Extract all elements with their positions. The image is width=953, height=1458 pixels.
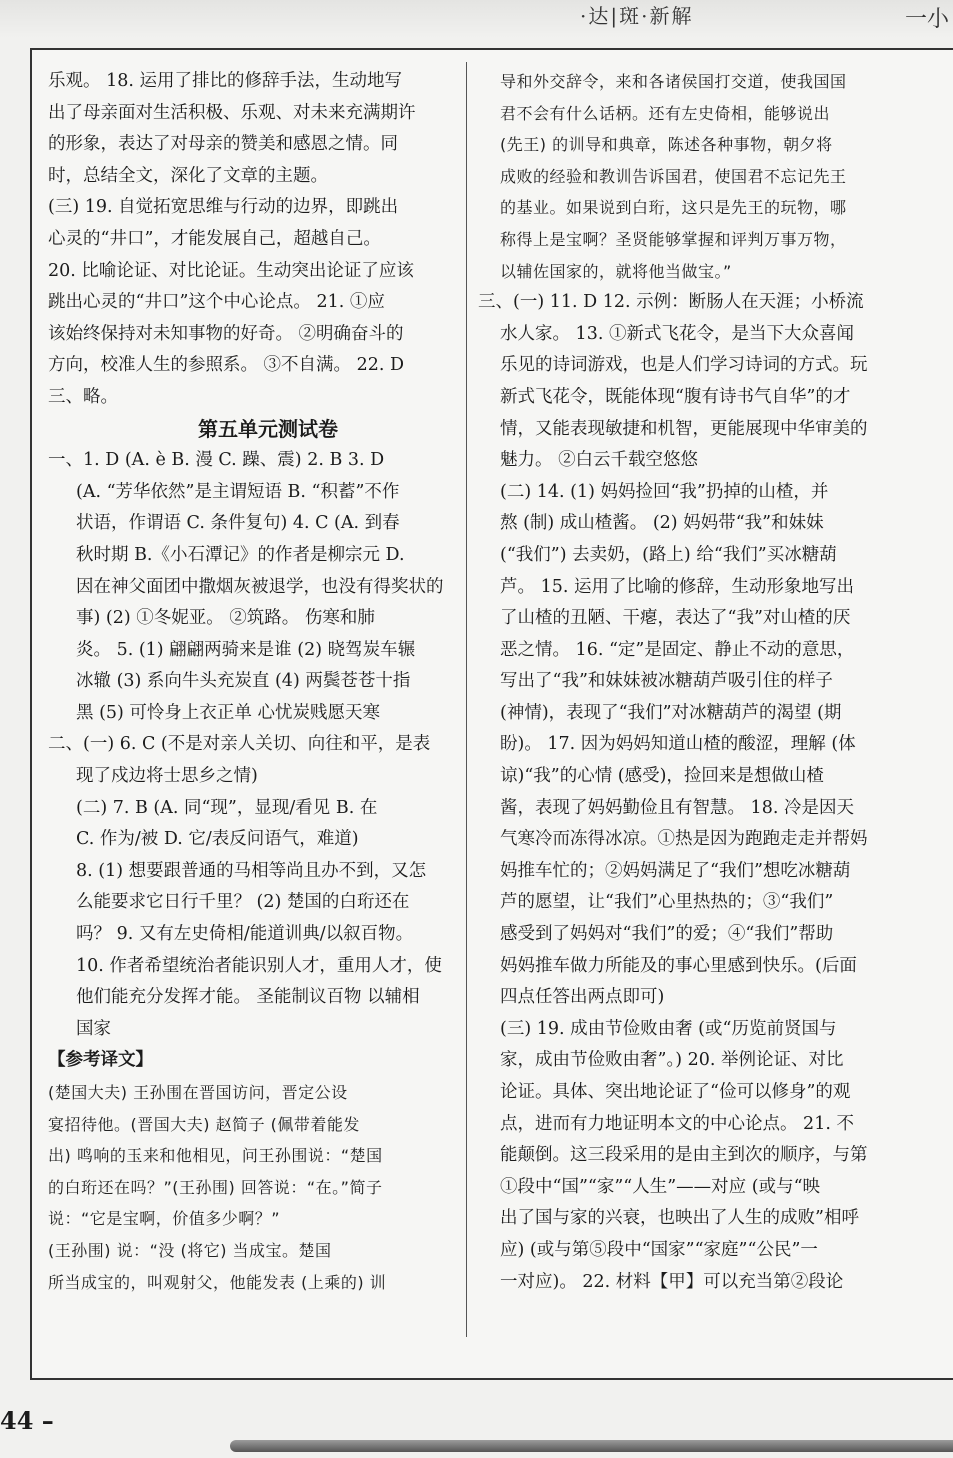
- left-text-line: 第五单元测试卷: [198, 416, 338, 441]
- right-text-line: 以辅佐国家的，就将他当做宝。”: [500, 261, 732, 281]
- right-text-line: 酱，表现了妈妈勤俭且有智慧。 18. 冷是因天: [500, 797, 854, 818]
- right-text-line: 熬 (制) 成山楂酱。 (2) 妈妈带“我”和妹妹: [500, 513, 824, 534]
- left-text-line: 二、(一) 6. C (不是对亲人关切、向往和平，是表: [48, 734, 431, 755]
- right-text-line: 成败的经验和教训告诉国君，使国君不忘记先王: [500, 166, 847, 186]
- page-number: 44 –: [0, 1406, 54, 1435]
- right-text-line: 妈推车忙的；②妈妈满足了“我们”想吃冰糖葫: [500, 860, 851, 881]
- right-text-line: 称得上是宝啊？圣贤能够掌握和评判万事万物，: [500, 229, 847, 249]
- right-text-line: 了山楂的丑陋、干瘪，表达了“我”对山楂的厌: [500, 608, 851, 629]
- left-text-line: 现了戍边将士思乡之情): [76, 766, 258, 787]
- left-text-line: 炎。 5. (1) 翩翩两骑来是谁 (2) 晓驾炭车辗: [76, 639, 416, 660]
- left-text-line: 的形象，表达了对母亲的赞美和感恩之情。同: [48, 134, 398, 155]
- right-text-line: 情，又能表现敏捷和机智，更能展现中华审美的: [500, 418, 868, 439]
- left-text-line: 10. 作者希望统治者能识别人才，重用人才，使: [76, 955, 442, 976]
- right-text-line: 三、(一) 11. D 12. 示例：断肠人在天涯；小桥流: [478, 292, 864, 313]
- right-column: [478, 66, 948, 1298]
- left-text-line: 说：“它是宝啊，价值多少啊？”: [48, 1209, 281, 1229]
- left-text-line: 冰辙 (3) 系向牛头充炭直 (4) 两鬓苍苍十指: [76, 671, 411, 692]
- right-text-line: ①段中“国”“家”“人生”——对应 (或与“映: [500, 1176, 821, 1197]
- right-text-line: 写出了“我”和妹妹被冰糖葫芦吸引住的样子: [500, 671, 833, 692]
- left-text-line: 一、1. D (A. è B. 漫 C. 躁、震) 2. B 3. D: [48, 450, 385, 471]
- left-text-line: 跳出心灵的“井口”这个中心论点。 21. ①应: [48, 292, 385, 313]
- left-text-line: 事) (2) ①冬妮亚。 ②筑路。 伤寒和肺: [76, 608, 375, 629]
- right-text-line: 能颠倒。这三段采用的是由主到次的顺序，与第: [500, 1145, 868, 1166]
- left-text-line: (二) 7. B (A. 同“现”，显现/看见 B. 在: [76, 797, 378, 818]
- corner-handwriting: 一小: [905, 7, 950, 32]
- right-text-line: 气寒冷而冻得冰凉。①热是因为跑跑走走并帮妈: [500, 829, 868, 850]
- left-text-line: 该始终保持对未知事物的好奇。 ②明确奋斗的: [48, 323, 404, 344]
- right-text-line: 家，成由节俭败由奢”。) 20. 举例论证、对比: [500, 1050, 844, 1071]
- running-header: ·达|斑·新解: [580, 4, 694, 28]
- left-text-line: 8. (1) 想要跟普通的马相等尚且办不到，又怎: [76, 860, 427, 881]
- right-text-line: (神情)，表现了“我们”对冰糖葫芦的渴望 (期: [500, 702, 842, 723]
- right-text-line: 感受到了妈妈对“我们”的爱；④“我们”帮助: [500, 924, 834, 945]
- right-text-line: 恶之情。 16. “定”是固定、静止不动的意思，: [500, 639, 855, 660]
- right-text-line: 点，进而有力地证明本文的中心论点。 21. 不: [500, 1113, 854, 1134]
- right-text-line: 盼)。 17. 因为妈妈知道山楂的酸涩，理解 (体: [500, 734, 856, 755]
- left-text-line: 乐观。 18. 运用了排比的修辞手法，生动地写: [48, 71, 402, 91]
- left-text-line: 黑 (5) 可怜身上衣正单 心忧炭贱愿天寒: [76, 702, 380, 723]
- right-text-line: 出了国与家的兴衰，也映出了人生的成败”相呼: [500, 1208, 859, 1229]
- left-text-line: (三) 19. 自觉拓宽思维与行动的边界，即跳出: [48, 197, 399, 218]
- column-divider: [466, 62, 467, 1337]
- left-text-line: 国家: [76, 1018, 111, 1039]
- right-text-line: 应) (或与第⑤段中“国家”“家庭”“公民”一: [500, 1239, 818, 1260]
- right-text-line: 乐见的诗词游戏，也是人们学习诗词的方式。玩: [500, 355, 868, 376]
- right-text-line: 四点任答出两点即可): [500, 987, 665, 1008]
- left-text-line: 他们能充分发挥才能。 圣能制议百物 以辅相: [76, 987, 420, 1008]
- left-text-line: 【参考译文】: [48, 1050, 153, 1071]
- left-text-line: (A. “芳华依然”是主谓短语 B. “积蓄”不作: [76, 481, 400, 502]
- right-text-line: 导和外交辞令，来和各诸侯国打交道，使我国国: [500, 72, 847, 91]
- right-text-line: 芦。 15. 运用了比喻的修辞，生动形象地写出: [500, 576, 854, 597]
- left-text-line: 三、略。: [48, 386, 118, 407]
- right-text-line: 君不会有什么话柄。还有左史倚相，能够说出: [500, 103, 831, 123]
- left-text-line: 因在神父面团中撒烟灰被退学，也没有得奖状的: [76, 576, 444, 597]
- left-text-line: (楚国大夫) 王孙围在晋国访问，晋定公设: [48, 1083, 348, 1102]
- left-text-line: 状语，作谓语 C. 条件复句) 4. C (A. 到春: [76, 513, 400, 534]
- right-text-line: (三) 19. 成由节俭败由奢 (或“历览前贤国与: [500, 1018, 837, 1039]
- left-text-line: 心灵的“井口”，才能发展自己，超越自己。: [48, 228, 381, 249]
- scan-bottom-shadow: [230, 1440, 953, 1452]
- right-text-line: 新式飞花令，既能体现“腹有诗书气自华”的才: [500, 386, 851, 407]
- right-text-line: 妈妈推车做力所能及的事心里感到快乐。(后面: [500, 955, 857, 976]
- left-text-line: 秋时期 B.《小石潭记》的作者是柳宗元 D.: [76, 544, 405, 565]
- left-text-line: (王孙围) 说：“没 (将它) 当成宝。楚国: [48, 1240, 332, 1260]
- left-text-line: 出) 鸣响的玉来和他相见，问王孙围说：“楚国: [48, 1146, 383, 1166]
- right-text-line: 的基业。如果说到白珩，这只是先王的玩物，哪: [500, 198, 847, 218]
- left-text-line: 吗？ 9. 又有左史倚相/能道训典/以叙百物。: [76, 924, 414, 945]
- left-column: [48, 66, 448, 1298]
- right-text-line: 一对应)。 22. 材料【甲】可以充当第②段论: [500, 1271, 844, 1292]
- right-text-line: 论证。具体、突出地论证了“俭可以修身”的观: [500, 1082, 851, 1102]
- left-text-line: 的白珩还在吗？”(王孙围) 回答说：“在。”简子: [48, 1177, 383, 1197]
- left-text-line: 所当成宝的，叫观射父，他能发表 (上乘的) 训: [48, 1272, 387, 1292]
- right-text-line: (二) 14. (1) 妈妈捡回“我”扔掉的山楂，并: [500, 481, 829, 502]
- left-text-line: C. 作为/被 D. 它/表反问语气，难道): [76, 829, 359, 850]
- left-text-line: 20. 比喻论证、对比论证。生动突出论证了应该: [48, 260, 414, 281]
- right-text-line: (“我们”) 去卖奶，(路上) 给“我们”买冰糖葫: [500, 544, 837, 565]
- right-text-line: 魅力。 ②白云千载空悠悠: [500, 450, 699, 471]
- right-text-line: 水人家。 13. ①新式飞花令，是当下大众喜闻: [500, 323, 854, 344]
- left-text-line: 么能要求它日行千里？ (2) 楚国的白珩还在: [76, 892, 410, 913]
- left-text-line: 方向，校准人生的参照系。 ③不自满。 22. D: [48, 355, 405, 376]
- right-text-line: (先王) 的训导和典章，陈述各种事物，朝夕将: [500, 135, 833, 155]
- left-text-line: 宴招待他。(晋国大夫) 赵简子 (佩带着能发: [48, 1114, 360, 1134]
- right-text-line: 芦的愿望，让“我们”心里热热的；③“我们”: [500, 892, 834, 913]
- left-text-line: 时，总结全文，深化了文章的主题。: [48, 165, 328, 186]
- left-text-line: 出了母亲面对生活积极、乐观、对未来充满期许: [48, 102, 416, 123]
- scan-top-strip: [0, 0, 953, 38]
- right-text-line: 谅)“我”的心情 (感受)，捡回来是想做山楂: [500, 766, 824, 787]
